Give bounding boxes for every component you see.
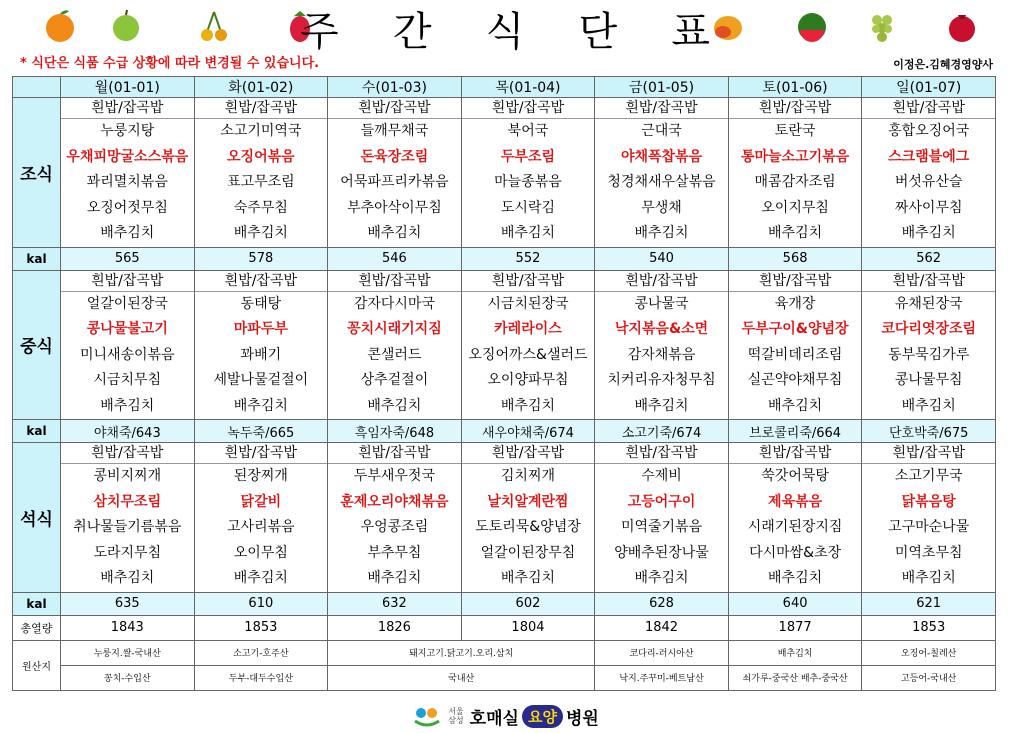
- breakfast-cell: [194, 98, 328, 248]
- origin-value: 국내산: [328, 665, 595, 690]
- origin-value: 소고기-호주산: [194, 640, 328, 665]
- menu-item: 흰밥/잡곡밥: [595, 271, 728, 292]
- menu-item: 감자채볶음: [627, 346, 696, 363]
- menu-item: 청경채새우살볶음: [607, 174, 716, 190]
- menu-item: 짜사이무침: [894, 199, 963, 216]
- menu-item: 취나물들기름볶음: [73, 519, 182, 535]
- menu-item: 양배추된장나물: [614, 544, 709, 561]
- kal-value: 632: [328, 592, 462, 615]
- kal-value: 552: [461, 247, 595, 270]
- breakfast-cell: [461, 98, 595, 248]
- menu-item: 감자다시마국: [353, 295, 435, 312]
- mango-icon: [710, 8, 746, 44]
- menu-item: 흰밥/잡곡밥: [729, 443, 862, 464]
- menu-item: 소고기무국: [894, 468, 963, 484]
- cherry-icon: [196, 8, 232, 44]
- menu-item: 흰밥/잡곡밥: [61, 271, 194, 292]
- kal-value: 야채죽/643: [61, 420, 195, 443]
- kal-value: 568: [728, 247, 862, 270]
- menu-item: 배추김치: [233, 570, 288, 586]
- menu-item: 훈제오리야채볶음: [340, 493, 449, 510]
- menu-item: 배추김치: [500, 570, 556, 586]
- menu-item: 배추김치: [634, 397, 689, 414]
- total-row: [13, 615, 996, 640]
- kal-value: 540: [595, 247, 729, 270]
- menu-item: 낙지볶음&소면: [614, 321, 709, 337]
- menu-item: 배추김치: [768, 397, 823, 414]
- menu-item: 상추겉절이: [360, 372, 429, 388]
- menu-item: 매콤감자조림: [754, 174, 836, 190]
- menu-item: 수제비: [641, 468, 682, 484]
- menu-item: 흰밥/잡곡밥: [328, 271, 461, 292]
- kal-value: 브로콜리죽/664: [728, 420, 862, 443]
- breakfast-cell: [595, 98, 729, 248]
- day-header-row: [13, 77, 996, 98]
- menu-item: 두부구이&양념장: [741, 321, 849, 337]
- menu-item: 꽁치시래기지짐: [347, 321, 442, 337]
- menu-item: 코다리엿장조림: [881, 321, 977, 337]
- kal-value: 546: [328, 247, 462, 270]
- lunch_kal-row: [13, 420, 996, 443]
- lunch-cell: [862, 270, 996, 420]
- kal-value: 새우야채죽/674: [461, 420, 595, 443]
- kal-value: 562: [862, 247, 996, 270]
- notice-text: * 식단은 식품 수급 상황에 따라 변경될 수 있습니다.: [20, 56, 320, 71]
- menu-item: 배추김치: [901, 225, 956, 241]
- menu-item: 도토리묵&양념장: [475, 519, 581, 535]
- menu-item: 오징어젓무침: [86, 199, 168, 216]
- menu-item: 꽈배기: [240, 346, 282, 363]
- dinner-cell: [595, 443, 729, 593]
- menu-item: 오이지무침: [761, 199, 829, 216]
- kal-label: kal: [13, 592, 61, 615]
- menu-item: 배추김치: [634, 570, 689, 586]
- dinner-cell: [194, 443, 328, 593]
- origin-value: 코다리-러시아산: [595, 640, 729, 665]
- menu-item: 흰밥/잡곡밥: [595, 98, 728, 119]
- lunch-row: [13, 270, 996, 420]
- dinner-cell: [328, 443, 462, 593]
- menu-item: 우엉콩조림: [360, 519, 429, 535]
- menu-item: 유채된장국: [894, 295, 963, 312]
- dinner-label: 석식: [13, 443, 61, 593]
- menu-item: 실곤약야채무침: [747, 372, 843, 388]
- day-header: 목(01-04): [461, 77, 595, 98]
- weekly-menu-table: [12, 76, 996, 691]
- origin-value: 두부-대두수입산: [194, 665, 328, 690]
- kal-value: 610: [194, 592, 328, 615]
- menu-item: 배추김치: [768, 225, 823, 241]
- menu-item: 고사리볶음: [227, 519, 295, 535]
- menu-item: 미역줄기볶음: [620, 519, 703, 535]
- menu-item: 근대국: [641, 123, 682, 139]
- origin-value: 꽁치-수입산: [61, 665, 195, 690]
- menu-item: 육개장: [774, 295, 816, 312]
- day-header: 일(01-07): [862, 77, 996, 98]
- menu-item: 동부묵김가루: [888, 346, 970, 363]
- day-header: 금(01-05): [595, 77, 729, 98]
- title-char: 단: [578, 8, 618, 55]
- origin-row: [13, 640, 996, 665]
- menu-item: 흰밥/잡곡밥: [462, 271, 595, 292]
- menu-item: 숙주무침: [233, 199, 288, 216]
- menu-item: 배추김치: [367, 397, 422, 414]
- lunch-cell: [328, 270, 462, 420]
- menu-item: 배추김치: [901, 570, 956, 586]
- menu-item: 도라지무침: [93, 544, 162, 561]
- hospital-name-pill: 요양: [522, 705, 563, 728]
- origin-value: 배추김치: [728, 640, 862, 665]
- total-value: 1853: [862, 615, 996, 640]
- breakfast-cell: [862, 98, 996, 248]
- menu-item: 스크램블에그: [888, 148, 970, 165]
- menu-item: 흰밥/잡곡밥: [328, 443, 461, 464]
- lunch-cell: [461, 270, 595, 420]
- kal-label: kal: [13, 247, 61, 270]
- menu-item: 흰밥/잡곡밥: [195, 98, 328, 119]
- origin-value: 고등어-국내산: [862, 665, 996, 690]
- menu-item: 된장찌개: [233, 468, 288, 484]
- breakfast-row: [13, 98, 996, 248]
- total-value: 1826: [328, 615, 462, 640]
- menu-item: 흰밥/잡곡밥: [729, 98, 862, 119]
- menu-item: 야채폭찹볶음: [620, 148, 703, 165]
- menu-item: 미니새송이볶음: [79, 346, 175, 363]
- lunch-cell: [595, 270, 729, 420]
- menu-item: 시래기된장지짐: [747, 519, 843, 535]
- origin-label: 원산지: [13, 640, 61, 690]
- menu-item: 흰밥/잡곡밥: [195, 271, 328, 292]
- menu-item: 도시락김: [500, 199, 556, 216]
- breakfast-label: 조식: [13, 98, 61, 248]
- origin-row: [13, 665, 996, 690]
- lunch-cell: [728, 270, 862, 420]
- menu-item: 김치찌개: [500, 468, 556, 484]
- total-label: 총열량: [13, 615, 61, 640]
- menu-item: 세발나물겉절이: [213, 372, 309, 388]
- menu-item: 두부새우젓국: [353, 468, 435, 484]
- logo-mark-icon: [412, 705, 442, 727]
- kal-value: 635: [61, 592, 195, 615]
- author-text: 이정은.김혜경영양사: [893, 58, 993, 71]
- menu-item: 마늘종볶음: [494, 174, 562, 190]
- title-char: 표: [671, 8, 710, 55]
- logo-subtitle-line: 삼성: [448, 716, 464, 725]
- menu-item: 쑥갓어묵탕: [761, 468, 829, 484]
- kal-value: 578: [194, 247, 328, 270]
- menu-item: 버섯유산슬: [894, 174, 963, 190]
- menu-item: 콩나물무침: [894, 372, 963, 388]
- dinner-cell: [862, 443, 996, 593]
- menu-item: 배추김치: [367, 570, 422, 586]
- kal-value: 흑임자죽/648: [328, 420, 462, 443]
- day-header: 토(01-06): [728, 77, 862, 98]
- menu-item: 우채피망굴소스볶음: [66, 148, 189, 165]
- breakfast-cell: [61, 98, 195, 248]
- menu-item: 흰밥/잡곡밥: [862, 443, 995, 464]
- menu-item: 닭볶음탕: [901, 493, 956, 510]
- origin-value: 누룽지.쌀-국내산: [61, 640, 195, 665]
- day-header: 수(01-03): [328, 77, 462, 98]
- menu-item: 콘샐러드: [367, 346, 422, 363]
- hospital-logo: [0, 702, 1011, 730]
- total-value: 1853: [194, 615, 328, 640]
- menu-item: 돈육장조림: [360, 148, 429, 165]
- menu-item: 배추김치: [100, 397, 155, 414]
- menu-item: 들깨무채국: [360, 123, 429, 139]
- menu-item: 배추김치: [233, 225, 288, 241]
- page-header: [0, 0, 1011, 70]
- menu-item: 고구마순나물: [888, 519, 970, 535]
- menu-item: 마파두부: [233, 321, 288, 337]
- title-char: 식: [485, 8, 525, 55]
- menu-item: 어묵파프리카볶음: [340, 174, 449, 190]
- menu-item: 북어국: [507, 123, 549, 139]
- menu-item: 흰밥/잡곡밥: [729, 271, 862, 292]
- kal-value: 소고기죽/674: [595, 420, 729, 443]
- dinner-cell: [461, 443, 595, 593]
- menu-item: 콩나물불고기: [86, 321, 168, 337]
- hospital-name: [470, 704, 599, 729]
- menu-item: 삼치무조림: [93, 493, 162, 510]
- menu-item: 배추김치: [100, 570, 155, 586]
- menu-item: 소고기미역국: [220, 123, 302, 139]
- menu-item: 무생채: [641, 199, 682, 216]
- menu-item: 콩비지찌개: [93, 468, 162, 484]
- menu-item: 흰밥/잡곡밥: [862, 98, 995, 119]
- apple-icon: [108, 8, 144, 44]
- kal-label: kal: [13, 420, 61, 443]
- lunch-cell: [194, 270, 328, 420]
- corner-cell: [13, 77, 61, 98]
- menu-item: 오징어까스&샐러드: [468, 346, 588, 363]
- logo-subtitle-line: 서울: [448, 707, 464, 716]
- menu-item: 시금치된장국: [487, 295, 569, 312]
- hospital-name-part: 병원: [565, 708, 599, 729]
- menu-item: 흰밥/잡곡밥: [595, 443, 728, 464]
- menu-item: 카레라이스: [494, 321, 562, 337]
- menu-item: 고등어구이: [627, 493, 696, 510]
- menu-item: 미역초무침: [894, 544, 963, 561]
- menu-item: 얼갈이된장무침: [480, 544, 576, 561]
- menu-item: 흰밥/잡곡밥: [462, 443, 595, 464]
- watermelon-icon: [794, 8, 830, 44]
- menu-item: 치커리유자청무침: [607, 372, 716, 388]
- lunch-cell: [61, 270, 195, 420]
- menu-item: 오이양파무침: [487, 372, 569, 388]
- menu-item: 동태탕: [240, 295, 282, 312]
- menu-item: 흰밥/잡곡밥: [462, 98, 595, 119]
- menu-item: 시금치무침: [93, 372, 162, 388]
- breakfast_kal-row: [13, 247, 996, 270]
- kal-value: 640: [728, 592, 862, 615]
- origin-value: 낙지.주꾸미-베트남산: [595, 665, 729, 690]
- page-title: [300, 2, 710, 54]
- menu-item: 홍합오징어국: [888, 123, 970, 139]
- total-value: 1877: [728, 615, 862, 640]
- menu-item: 배추김치: [500, 397, 556, 414]
- menu-item: 흰밥/잡곡밥: [195, 443, 328, 464]
- menu-item: 누룽지탕: [100, 123, 155, 139]
- menu-item: 오징어볶음: [227, 148, 295, 165]
- grape-icon: [864, 8, 900, 44]
- origin-value: 오징어-칠레산: [862, 640, 996, 665]
- origin-value: 돼지고기.닭고기.오리.삼치: [328, 640, 595, 665]
- dinner-row: [13, 443, 996, 593]
- total-value: 1843: [61, 615, 195, 640]
- menu-item: 부추아삭이무침: [347, 199, 442, 216]
- kal-value: 565: [61, 247, 195, 270]
- menu-item: 배추김치: [901, 397, 956, 414]
- orange-icon: [42, 8, 78, 44]
- origin-value: 쇠가루-중국산 배추-중국산: [728, 665, 862, 690]
- menu-item: 콩나물국: [634, 295, 689, 312]
- day-header: 화(01-02): [194, 77, 328, 98]
- day-header: 월(01-01): [61, 77, 195, 98]
- menu-item: 오이무침: [233, 544, 288, 561]
- menu-item: 두부조림: [500, 148, 556, 165]
- menu-item: 닭갈비: [240, 493, 282, 510]
- dinner-cell: [61, 443, 195, 593]
- menu-item: 배추김치: [768, 570, 823, 586]
- menu-item: 흰밥/잡곡밥: [328, 98, 461, 119]
- menu-item: 토란국: [774, 123, 816, 139]
- menu-item: 부추무침: [367, 544, 422, 561]
- menu-item: 흰밥/잡곡밥: [61, 443, 194, 464]
- kal-value: 628: [595, 592, 729, 615]
- menu-item: 꽈리멸치볶음: [86, 174, 168, 190]
- menu-item: 흰밥/잡곡밥: [61, 98, 194, 119]
- menu-item: 배추김치: [634, 225, 689, 241]
- dinner-cell: [728, 443, 862, 593]
- hospital-name-part: 호매실: [469, 708, 519, 729]
- menu-item: 배추김치: [367, 225, 422, 241]
- total-value: 1842: [595, 615, 729, 640]
- pomegranate-icon: [944, 8, 980, 44]
- menu-item: 떡갈비데리조림: [747, 346, 843, 363]
- menu-item: 통마늘소고기볶음: [740, 148, 850, 165]
- kal-value: 녹두죽/665: [194, 420, 328, 443]
- menu-item: 배추김치: [100, 225, 155, 241]
- menu-item: 얼갈이된장국: [86, 295, 168, 312]
- dinner_kal-row: [13, 592, 996, 615]
- menu-item: 배추김치: [233, 397, 288, 414]
- breakfast-cell: [328, 98, 462, 248]
- menu-item: 제육볶음: [768, 493, 823, 510]
- menu-item: 흰밥/잡곡밥: [862, 271, 995, 292]
- menu-item: 배추김치: [500, 225, 556, 241]
- total-value: 1804: [461, 615, 595, 640]
- kal-value: 621: [862, 592, 996, 615]
- kal-value: 단호박죽/675: [862, 420, 996, 443]
- title-char: 주: [300, 8, 339, 55]
- logo-subtitle: [448, 707, 463, 725]
- title-char: 간: [392, 8, 432, 55]
- menu-item: 다시마쌈&초장: [749, 544, 842, 561]
- kal-value: 602: [461, 592, 595, 615]
- breakfast-cell: [728, 98, 862, 248]
- menu-item: 표고무조림: [227, 174, 295, 190]
- lunch-label: 중식: [13, 270, 61, 420]
- menu-item: 날치알계란찜: [487, 493, 569, 510]
